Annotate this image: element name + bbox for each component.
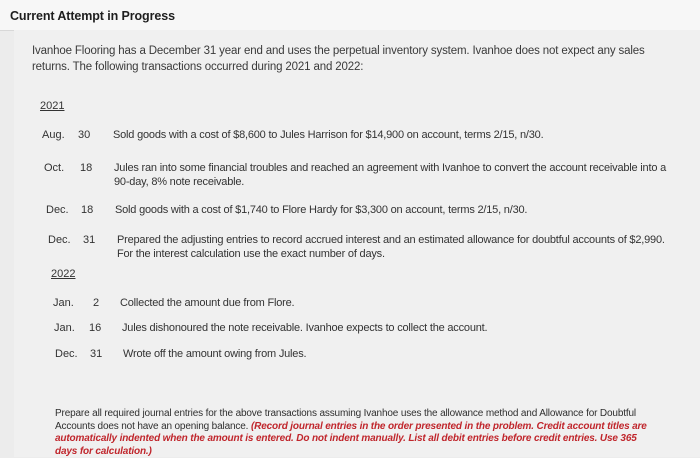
- transaction-day: 30: [78, 129, 91, 141]
- transaction-month: Dec.: [46, 204, 69, 216]
- transaction-day: 2: [93, 297, 100, 309]
- instructions-text: Prepare all required journal entries for the above transactions assuming Ivanhoe uses the allowance method and Allowance for Doubtful Accounts does not have an opening balance.: [55, 408, 636, 432]
- year-2022-heading: 2022: [51, 268, 76, 280]
- transaction-day: 18: [81, 204, 94, 216]
- transaction-month: Jan.: [53, 297, 74, 309]
- instructions: [55, 408, 655, 458]
- transaction-day: 31: [90, 348, 103, 360]
- year-2021-heading: 2021: [40, 100, 65, 112]
- transaction-month: Dec.: [48, 234, 71, 246]
- transaction-day: 31: [83, 234, 96, 246]
- transaction-description: Jules dishonoured the note receivable. Ivanhoe expects to collect the account.: [122, 322, 488, 334]
- transaction-description: Prepared the adjusting entries to record accrued interest and an estimated allowance for doubtful accounts of $2,990. For the interest calculation use the exact number of days.: [117, 234, 665, 260]
- transaction-description: Jules ran into some financial troubles and reached an agreement with Ivanhoe to convert the account receivable into a 90-day, 8% note receivable.: [114, 162, 667, 188]
- problem-intro: Ivanhoe Flooring has a December 31 year end and uses the perpetual inventory system. Ivanhoe does not expect any sales returns. The following transactions occurred during 2021 and 2022:: [32, 45, 645, 73]
- header-bar: [0, 0, 700, 31]
- transaction-month: Oct.: [44, 162, 65, 174]
- page-title: Current Attempt in Progress: [10, 9, 175, 23]
- transaction-day: 18: [80, 162, 93, 174]
- transaction-day: 16: [89, 322, 102, 334]
- transaction-description: Collected the amount due from Flore.: [120, 297, 295, 309]
- transaction-description: Sold goods with a cost of $1,740 to Flore Hardy for $3,300 on account, terms 2/15, n/30.: [115, 204, 528, 216]
- instructions-note: (Record journal entries in the order presented in the problem. Credit account titles are automatically indented when the amount is entered. Do not indent manually. List all debit entries before credit entries. Use 365 days for calculation.): [55, 420, 647, 457]
- transaction-month: Dec.: [55, 348, 78, 360]
- transaction-month: Aug.: [42, 129, 65, 141]
- transaction-description: Wrote off the amount owing from Jules.: [123, 348, 307, 360]
- transaction-description: Sold goods with a cost of $8,600 to Jules Harrison for $14,900 on account, terms 2/15, n/30.: [113, 129, 544, 141]
- transaction-month: Jan.: [54, 322, 75, 334]
